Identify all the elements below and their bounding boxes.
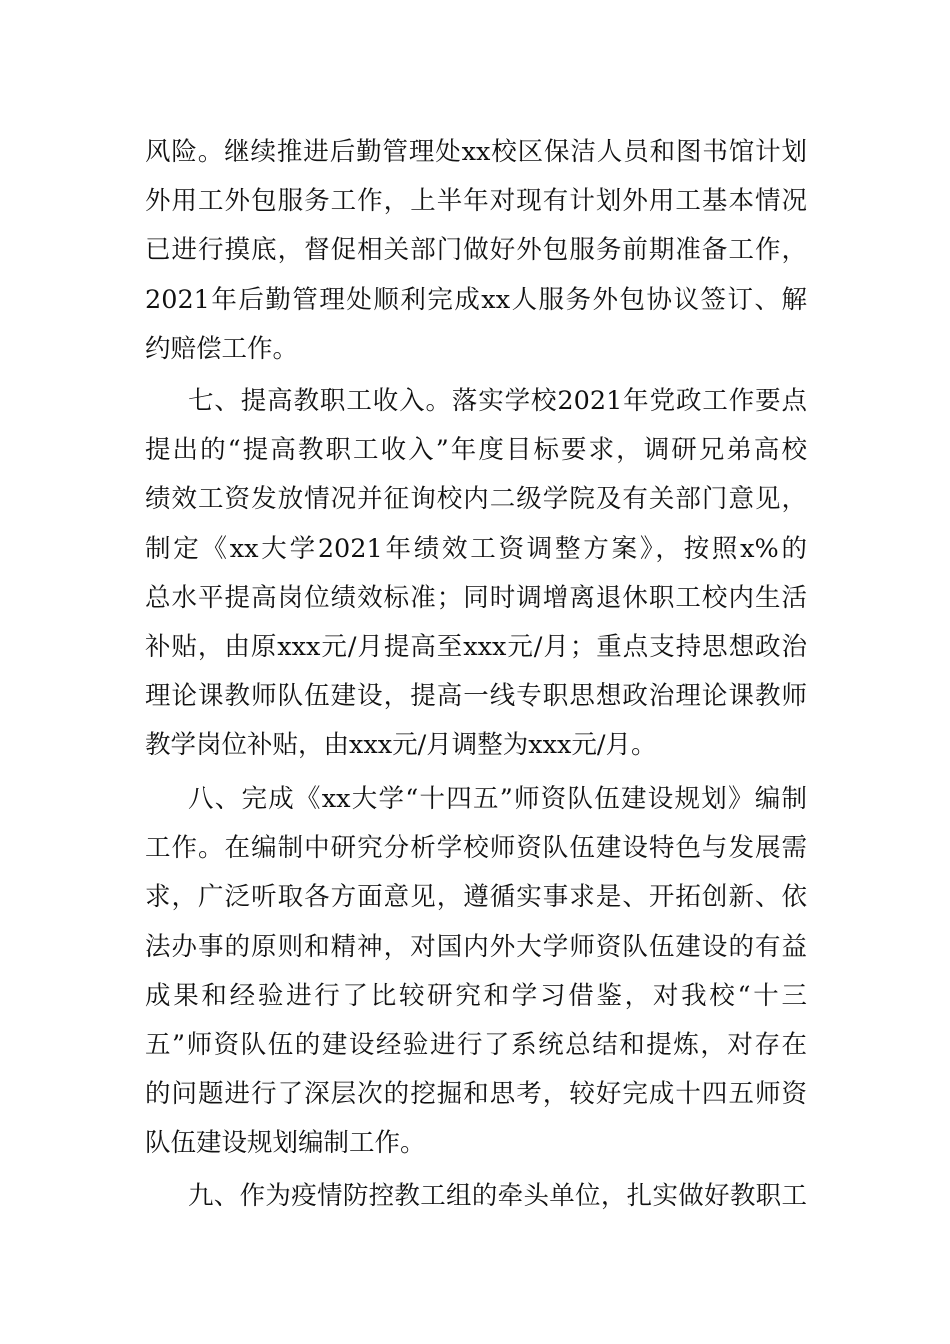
paragraph-3-line: 八、完成《xx大学“十四五”师资队伍建设规划》编制 <box>188 784 807 814</box>
paragraph-2-line: 总水平提高岗位绩效标准；同时调增离退休职工校内生活 <box>145 582 807 613</box>
paragraph-2-line: 教学岗位补贴，由xxx元/月调整为xxx元/月。 <box>145 730 657 761</box>
paragraph-4-line: 九、作为疫情防控教工组的牵头单位，扎实做好教职工 <box>188 1181 807 1211</box>
paragraph-1-line: 约赔偿工作。 <box>145 333 299 364</box>
paragraph-1-line: 2021年后勤管理处顺利完成xx人服务外包协议签订、解 <box>145 284 807 315</box>
paragraph-2-line: 理论课教师队伍建设，提高一线专职思想政治理论课教师 <box>145 681 807 712</box>
paragraph-2-line: 提出的“提高教职工收入”年度目标要求，调研兄弟高校 <box>145 435 807 466</box>
paragraph-3-line: 法办事的原则和精神，对国内外大学师资队伍建设的有益 <box>145 931 807 962</box>
paragraph-3-line: 求，广泛听取各方面意见，遵循实事求是、开拓创新、依 <box>145 882 807 913</box>
paragraph-2-line: 绩效工资发放情况并征询校内二级学院及有关部门意见， <box>145 484 807 515</box>
paragraph-2-line: 制定《xx大学2021年绩效工资调整方案》，按照x%的 <box>145 533 807 564</box>
paragraph-3-line: 工作。在编制中研究分析学校师资队伍建设特色与发展需 <box>145 833 807 864</box>
paragraph-2-line: 七、提高教职工收入。落实学校2021年党政工作要点 <box>188 386 807 416</box>
paragraph-3-line: 队伍建设规划编制工作。 <box>145 1128 426 1159</box>
paragraph-1-line: 风险。继续推进后勤管理处xx校区保洁人员和图书馆计划 <box>145 137 807 167</box>
paragraph-3-line: 五”师资队伍的建设经验进行了系统总结和提炼，对存在 <box>145 1030 807 1060</box>
paragraph-2-line: 补贴，由原xxx元/月提高至xxx元/月；重点支持思想政治 <box>145 632 807 662</box>
paragraph-1-line: 已进行摸底，督促相关部门做好外包服务前期准备工作， <box>145 235 807 266</box>
paragraph-1-line: 外用工外包服务工作，上半年对现有计划外用工基本情况 <box>145 186 807 217</box>
paragraph-3-line: 的问题进行了深层次的挖掘和思考，较好完成十四五师资 <box>145 1079 807 1110</box>
paragraph-3-line: 成果和经验进行了比较研究和学习借鉴，对我校“十三 <box>145 980 807 1011</box>
